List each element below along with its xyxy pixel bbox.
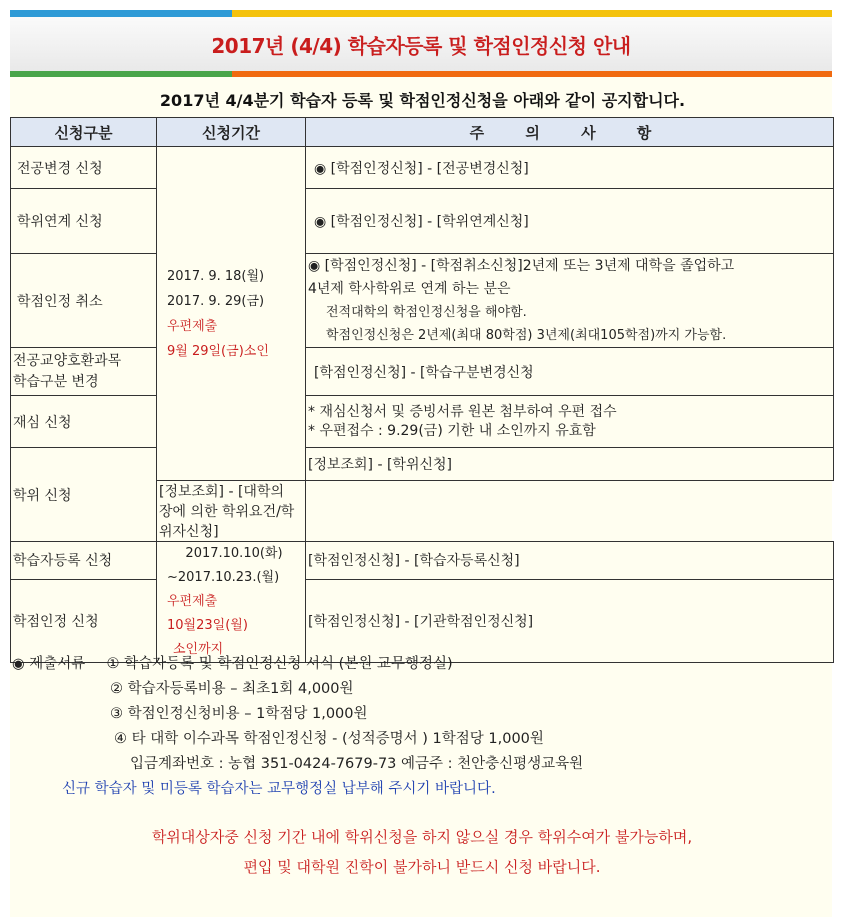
payment-notice: 신규 학습자 및 미등록 학습자는 교무행정실 납부해 주시기 바랍니다. [62,781,496,797]
note-cell: [정보조회] - [대학의 장에 의한 학위요건/학위자신청] [157,481,306,542]
category-cell: 학위연계 신청 [11,189,157,254]
cancel-note-line1: ◉ [학점인정신청] - [학점취소신청]2년제 또는 3년제 대학을 졸업하고 [308,257,735,274]
period1-deadline: 9월 29일(금)소인 [167,343,269,359]
document-item: ② 학습자등록비용 – 최초1회 4,000원 [110,681,354,697]
document-item: ④ 타 대학 이수과목 학점인정신청 - (성적증명서 ) 1학점당 1,000원 [114,731,544,747]
table-row [11,579,834,662]
category-cell: 학습자등록 신청 [11,542,157,580]
warning-line1: 학위대상자중 신청 기간 내에 학위신청을 하지 않으실 경우 학위수여가 불가능하며, [151,828,693,846]
period2-end: ~2017.10.23.(월) [167,570,280,585]
document-item: ① 학습자등록 및 학점인정신청 서식 (본원 교무행정실) [106,656,453,672]
page-title: 2017년 (4/4) 학습자등록 및 학점인정신청 안내 [211,34,631,58]
resubmit-note-line1: * 재심신청서 및 증빙서류 원본 첨부하여 우편 접수 [308,403,617,420]
period1-mail: 우편제출 [167,318,218,334]
note-cell: ◉ [학점인정신청] - [전공변경신청] [306,147,834,189]
period-cell-1 [157,147,306,481]
footer-section [12,652,832,882]
table-row [11,542,834,580]
cancel-note-line2: 4년제 학사학위로 연계 하는 분은 [308,280,511,297]
note-cell: [정보조회] - [학위신청] [306,448,834,481]
note-cell: ◉ [학점인정신청] - [학위연계신청] [306,189,834,254]
period2-start: 2017.10.10(화) [185,546,283,561]
table-row [11,147,834,189]
resubmit-note-line2: * 우편접수 : 9.29(금) 기한 내 소인까지 유효함 [308,422,596,439]
note-cell: [학점인정신청] - [학습자등록신청] [306,542,834,580]
table-header-row [11,118,834,147]
period1-end: 2017. 9. 29(금) [167,293,265,309]
period2-mail: 우편제출 [167,594,218,609]
top-bar-blue [10,10,232,17]
note-cell: [학점인정신청] - [학습구분변경신청 [306,348,834,396]
period2-deadline: 10월23일(월) [167,618,248,633]
table-row [11,254,834,348]
category-cell: 전공변경 신청 [11,147,157,189]
cancel-note-line3: 전적대학의 학점인정신청을 해야함. [326,304,527,320]
documents-line1 [12,652,832,677]
schedule-table [10,117,834,663]
period1-start: 2017. 9. 18(월) [167,268,265,284]
category-cell: 재심 신청 [11,396,157,448]
note-cell: [학점인정신청] - [기관학점인정신청] [306,579,834,662]
note-cell [306,254,834,348]
title-banner [10,17,832,71]
warning-line2: 편입 및 대학원 진학이 불가하니 받드시 신청 바랍니다. [243,858,601,876]
table-row [11,348,834,396]
category-line2: 학습구분 변경 [13,373,99,390]
note-cell [306,396,834,448]
category-cell: 학위 신청 [11,448,157,542]
cancel-note-line4: 학점인정신청은 2년제(최대 80학점) 3년제(최대105학점)까지 가능함. [326,327,727,343]
account-info: 입금계좌번호 : 농협 351-0424-7679-73 예금주 : 천안충신평생교육원 [130,756,584,772]
header-notes: 주 의 사 항 [306,118,834,147]
period-cell-2 [157,542,306,663]
header-period: 신청기간 [157,118,306,147]
category-cell [11,348,157,396]
header-category: 신청구분 [11,118,157,147]
table-row [11,396,834,448]
top-color-bar [10,10,832,17]
documents-label: ◉ 제출서류 [12,656,86,672]
category-cell: 학점인정 신청 [11,579,157,662]
table-row [11,189,834,254]
period2-deadline2: 소인까지 [173,642,224,657]
category-cell: 학점인정 취소 [11,254,157,348]
top-bar-yellow [232,10,832,17]
intro-text: 2017년 4/4분기 학습자 등록 및 학점인정신청을 아래와 같이 공지합니다. [159,91,686,110]
table-row [11,448,834,481]
category-line1: 전공교양호환과목 [13,352,122,369]
document-item: ③ 학점인정신청비용 – 1학점당 1,000원 [110,706,368,722]
